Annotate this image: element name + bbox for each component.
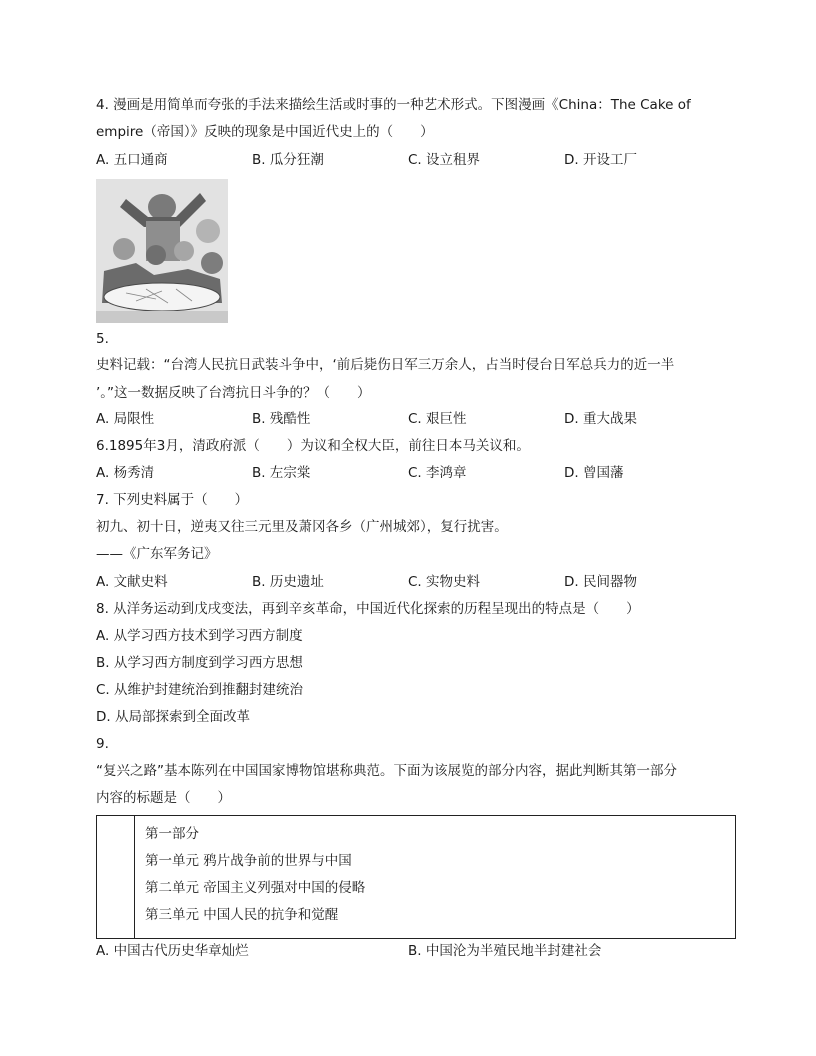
q5-option-a: A. 局限性 xyxy=(96,411,155,427)
table-left-column xyxy=(97,816,135,938)
q4-option-a: A. 五口通商 xyxy=(96,152,168,168)
q5-option-c: C. 艰巨性 xyxy=(408,411,467,427)
q6-option-a: A. 杨秀清 xyxy=(96,465,155,481)
q8-option-b: B. 从学习西方制度到学习西方思想 xyxy=(96,655,303,671)
q6-option-c: C. 李鸿章 xyxy=(408,465,467,481)
q5-stem-line1: 史料记载：“台湾人民抗日武装斗争中，‘前后毙伤日军三万余人，占当时侵台日军总兵力的近一半 xyxy=(96,357,675,373)
q4-option-c: C. 设立租界 xyxy=(408,152,481,168)
q8-stem: 8. 从洋务运动到戊戌变法，再到辛亥革命，中国近代化探索的历程呈现出的特点是（ ） xyxy=(96,601,640,617)
q6-option-b: B. 左宗棠 xyxy=(252,465,311,481)
q9-stem-line2: 内容的标题是（ ） xyxy=(96,790,231,806)
cartoon-illustration xyxy=(96,179,228,323)
q9-stem-line1: “复兴之路”基本陈列在中国国家博物馆堪称典范。下面为该展览的部分内容，据此判断其第一部分 xyxy=(96,763,677,779)
q4-stem-line1: 4. 漫画是用简单而夸张的手法来描绘生活或时事的一种艺术形式。下图漫画《China：The Cake of xyxy=(96,97,691,113)
q9-option-b: B. 中国沦为半殖民地半封建社会 xyxy=(408,943,602,959)
q5-number: 5. xyxy=(96,331,109,347)
table-unit-3: 第三单元 中国人民的抗争和觉醒 xyxy=(145,907,339,923)
q7-source: ——《广东军务记》 xyxy=(96,546,218,562)
q6-stem: 6.1895年3月，清政府派（ ）为议和全权大臣，前往日本马关议和。 xyxy=(96,438,530,454)
q7-option-c: C. 实物史料 xyxy=(408,574,481,590)
table-unit-1: 第一单元 鸦片战争前的世界与中国 xyxy=(145,853,352,869)
q9-option-a: A. 中国古代历史华章灿烂 xyxy=(96,943,249,959)
q7-option-d: D. 民间器物 xyxy=(564,574,637,590)
q9-number: 9. xyxy=(96,736,109,752)
q4-option-b: B. 瓜分狂潮 xyxy=(252,152,324,168)
q7-option-b: B. 历史遗址 xyxy=(252,574,324,590)
q8-option-c: C. 从维护封建统治到推翻封建统治 xyxy=(96,682,304,698)
q8-option-d: D. 从局部探索到全面改革 xyxy=(96,709,250,725)
table-part-title: 第一部分 xyxy=(145,826,199,842)
q5-option-d: D. 重大战果 xyxy=(564,411,637,427)
q5-option-b: B. 残酷性 xyxy=(252,411,311,427)
q7-quote: 初九、初十日，逆夷又往三元里及萧冈各乡（广州城郊），复行扰害。 xyxy=(96,519,508,535)
table-unit-2: 第二单元 帝国主义列强对中国的侵略 xyxy=(145,880,366,896)
q7-option-a: A. 文献史料 xyxy=(96,574,168,590)
exhibition-table xyxy=(96,815,736,939)
q4-option-d: D. 开设工厂 xyxy=(564,152,637,168)
q6-option-d: D. 曾国藩 xyxy=(564,465,624,481)
q7-stem: 7. 下列史料属于（ ） xyxy=(96,492,249,508)
cartoon-image xyxy=(96,179,228,323)
q4-stem-line2: empire（帝国）》反映的现象是中国近代史上的（ ） xyxy=(96,124,434,140)
q8-option-a: A. 从学习西方技术到学习西方制度 xyxy=(96,628,303,644)
q5-stem-line2: ’。”这一数据反映了台湾抗日斗争的？（ ） xyxy=(96,385,371,401)
